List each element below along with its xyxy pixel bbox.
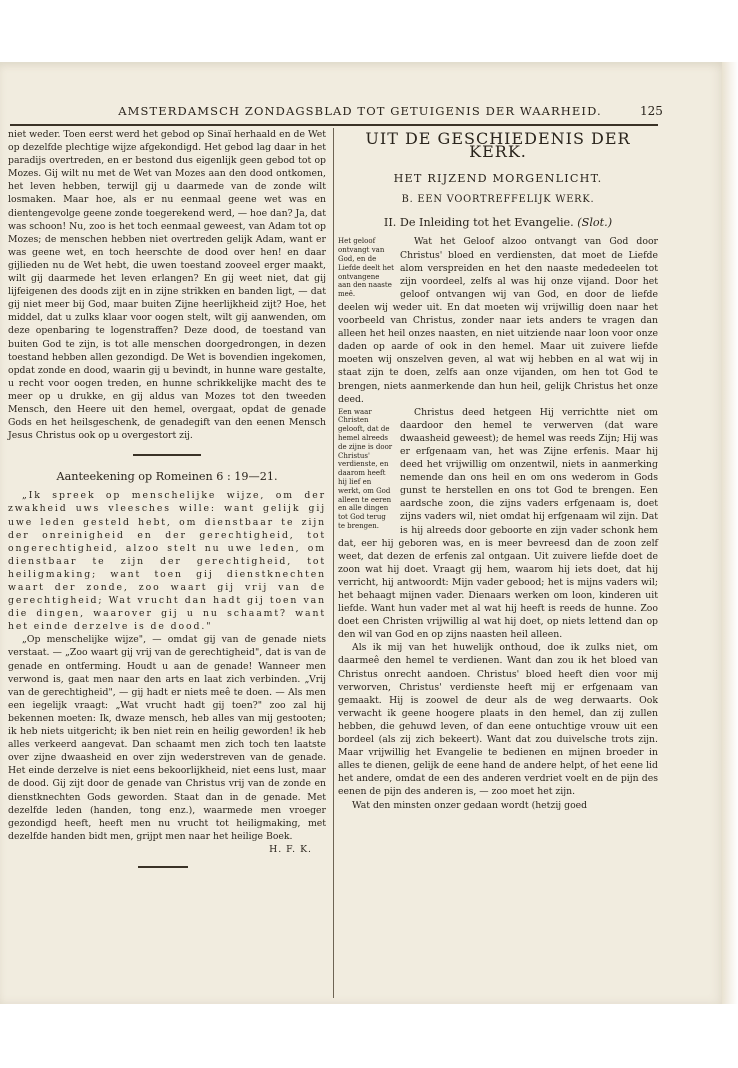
chapter-heading-slot: (Slot.) bbox=[577, 216, 613, 230]
right-column bbox=[338, 128, 658, 812]
left-continuation-text: niet weder. Toen eerst werd het gebod op Sinaï herhaald en de Wet op dezelfde plechtige wijze afgekondigd. Het gebod lag daar in het paradijs overtreden, en er bestond dus eigenlijk geen gebod tot op Mozes. Gij wilt nu met de Wet van Mozes aan den dood ontkomen, het leven hebben, terwijl gij u daarmede van de zonde wilt losmaken. Maar hoe, als er nu eenmaal geene wet was en dientengevolge geene zonde toegerekend werd, — hoe dan? Ja, dat was schoon! Nu, zoo is het toch eenmaal geweest, van Adam tot op Mozes; de menschen hebben niet overtreden gelijk Adam, want er was geene wet, en toch heerschte de dood over hen! en daar gijlieden nu de Wet hebt, die uwen toestand zooveel erger maakt, wilt gij daarmede het leven erlangen? En gij weet niet, dat gij lijfeigenen des doods zijt en in zijne strikken en banden ligt, — dat gij niet meer bij God, maar buiten Zijne heerlijkheid zijt? Hoe, het middel, dat u zulks klaar voor oogen stelt, wilt gij aanwenden, om deze openbaring te logenstraffen? Deze dood, de toestand van buiten God te zijn, is tot alle menschen doorgedrongen, in dezen toestand hebben allen gezondigd. De Wet is bovendien ingekomen, opdat zonde en dood, waarin gij u bevindt, in hunne ware gestalte, u recht voor oogen treden, en hunne schrikkelijke macht des te meer op u drukke, en gij aldus van Mozes tot den tweeden Mensch, den Heere uit den hemel, overgaat, opdat de genade Gods en het heilsgeschenk, de genadegift van den eenen Mensch Jesus Christus ook op u overgestort zij. bbox=[8, 129, 326, 442]
subtitle-werk: B. EEN VOORTREFFELIJK WERK. bbox=[401, 194, 595, 206]
margin-note-2: Een waar Christen gelooft, dat de hemel alreeds de zijne is door Christus' verdienste, en daarom heeft hij lief en werkt, om God alleen te eeren en alle dingen tot God terug te brengen. bbox=[338, 407, 393, 531]
paragraph-1: Wat het Geloof alzoo ontvangt van God door Christus' bloed en verdiensten, dat moet de Liefde alom verspreiden en het den naaste mededeelen tot zijn voordeel, zelfs al was hij onze vijand. Door het geloof ontvangen wij van God, en door de liefde deelen wij weder uit. En dat moeten wij vrijwillig doen naar het voorbeeld van Christus, zonder naar iets anders te vragen dan alleen het heil onzes naasten, en niet uitziende naar loon voor onze daden op aarde of ook in den hemel. Maar uit zuivere liefde moeten wij onszelven geven, al wat wij hebben en al wat wij in staat zijn te doen, zelfs aan onze vijanden, om hen tot God te brengen, niets aanmerkende dan hun heil, gelijk Christus het onze deed. bbox=[338, 236, 658, 405]
page-number: 125 bbox=[640, 104, 663, 118]
section-title: UIT DE GESCHIEDENIS DER KERK. bbox=[365, 129, 631, 162]
paragraph-3: Als ik mij van het huwelijk onthoud, doe ik zulks niet, om daarmeê den hemel te verdienen. Want dan zou ik het bloed van Christus onrecht aandoen. Christus' bloed heeft dien voor mij verworven, Christus' verdienste heeft mij er erfgenaam van gemaakt. Hij is zoowel de deur als de weg derwaarts. Ook verwacht ik geene hoogere plaats in den hemel, dan zij zullen hebben, die gehuwd leven, of dan eene ontuchtige vrouw uit een bordeel (als zij zich bekeert). Want dat zou duivelsche trots zijn. Maar vrijwillig het Evangelie te bedienen en mijnen broeder in alles te dienen, gelijk de eene hand de andere helpt, of het eene lid het andere, omdat de een des anderen verdriet voelt en de pijn des eenen de pijn des anderen is, — zoo moet het zijn. bbox=[338, 642, 658, 798]
paragraph-2: Christus deed hetgeen Hij verrichtte niet om daardoor den hemel te verwerven (dat ware dwaasheid geweest); de hemel was reeds Zijn; Hij was er erfgenaam van, het was Zijne erfenis. Maar hij deed het vrijwillig om onzentwil, niets in aanmerking nemende dan ons heil en om ons wederom in Gods gunst te herstellen en ons tot God te brengen. Een aardsche zoon, die zijns vaders erfgenaam is, doet zijns vaders wil, niet omdat hij erfgenaam wil zijn. Dat is hij alreeds door geboorte en zijn vader schonk hem dat, eer hij geboren was, en is meer bevreesd dan de zoon zelf weet, dat dezen de erfenis zal ontgaan. Uit zuivere liefde doet de zoon wat hij doet. Vraagt gij hem, waarom hij iets doet, dat hij verricht, hij antwoordt: Mijn vader gebood; het is mijns vaders wil; het behaagt mijnen vader. Dienaars werken om loon, kinderen uit liefde. Want hun vader met al wat hij heeft is reeds de hunne. Zoo doet een Christen vrijwillig al wat hij doet, op niets lettend dan op den wil van God en op zijns naasten heil alleen. bbox=[338, 406, 658, 641]
paragraph-4: Wat den minsten onzer gedaan wordt (hetzij goed bbox=[352, 799, 588, 811]
section-separator bbox=[133, 454, 201, 456]
page-edge-shadow bbox=[722, 62, 738, 1004]
margin-note-1: Het geloof ontvangt van God, en de Liefde deelt het ontvangene aan den naaste meê. bbox=[338, 237, 394, 299]
author-signature: H. F. K. bbox=[269, 843, 312, 855]
end-rule bbox=[138, 866, 188, 868]
paragraph-block-2 bbox=[338, 406, 658, 642]
header-rule bbox=[10, 124, 658, 126]
scripture-quote: „Ik spreek op menschelijke wijze, om der zwakheid uws vleesches wille: want gelijk gij uwe leden gesteld hebt, om dienstbaar te zijn der onreinigheid en der gerechtigheid, tot ongerechtigheid, alzoo stelt nu uwe leden, om dienstbaar te zijn der gerechtigheid, tot heiligmaking; want toen gij dienstknechten waart der zonde, zoo waart gij vrij van de gerechtigheid; Wat vrucht dan hadt gij toen van die dingen, waarover gij u nu schaamt? want het einde derzelve is de dood." bbox=[8, 490, 326, 633]
chapter-heading-main: II. De Inleiding tot het Evangelie. bbox=[383, 216, 574, 230]
paragraph-block-1 bbox=[338, 235, 658, 405]
commentary-text: „Op menschelijke wijze", — omdat gij van de genade niets verstaat. — „Zoo waart gij vrij van de gerechtigheid", dat is van de genade en ontferming. Houdt u aan de genade! Wanneer men verwond is, gaat men naar den arts en laat zich verbinden. „Vrij van de gerechtigheid", — gij hadt er niets meê te doen. — Als men een iegelijk vraagt: „Wat vrucht hadt gij toen?" zoo zal hij bekennen moeten: Ik, dwaze mensch, heb alles van mij gestooten; ik heb niets uitgericht; ik ben niet rein en heilig geworden! ik heb alles verkeerd aangevat. Dan schaamt men zich toch ten laatste over zijne dwaasheid en over zijn wederstreven van de genade. Het einde derzelve is niet eens bekoorlijkheid, niet eens lust, maar de dood. Gij zijt door de genade van Christus vrij van de zonde en dienstknechten Gods geworden. Staat dan in de genade. Met dezelfde leden (handen, tong enz.), waarmede men vroeger gezondigd heeft, heeft men nu vrucht tot heiligmaking, met dezelfde handen bidt men, grijpt men naar het heilige Boek. bbox=[8, 634, 326, 842]
chapter-heading bbox=[338, 216, 658, 229]
left-column bbox=[8, 128, 326, 868]
running-header: AMSTERDAMSCH ZONDAGSBLAD TOT GETUIGENIS DER WAARHEID. bbox=[118, 104, 602, 118]
column-divider bbox=[333, 128, 334, 998]
aanteekening-title: Aanteekening op Romeinen 6 : 19—21. bbox=[56, 470, 278, 484]
subtitle-morgenlicht: HET RIJZEND MORGENLICHT. bbox=[393, 172, 603, 186]
